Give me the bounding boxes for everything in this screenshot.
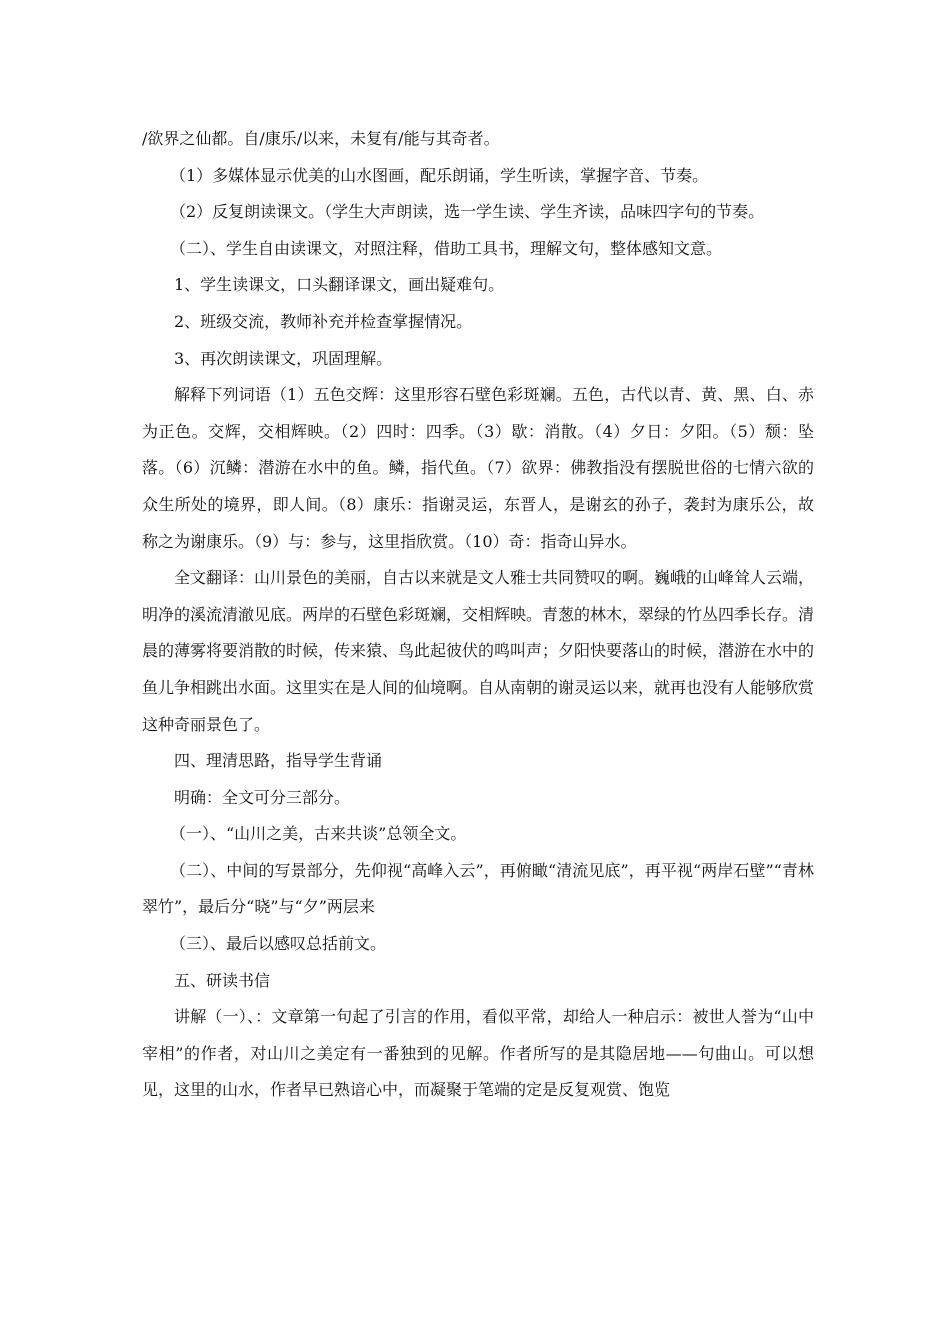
paragraph-explanation: 讲解（一）、：文章第一句起了引言的作用，看似平常，却给人一种启示：被世人誉为“山中宰相”的作者，对山川之美定有一番独到的见解。作者所写的是其隐居地——句曲山。可以想见，这里的山水，作者早已熟谙心中，而凝聚于笔端的定是反复观赏、饱览 [142,1007,814,1100]
document-body [142,121,814,1109]
paragraph-item-1: 1、学生读课文，口头翻译课文，画出疑难句。 [174,275,505,295]
paragraph-step-2: （2）反复朗读课文。（学生大声朗读，选一学生读、学生齐读，品味四字句的节奏。 [170,202,765,222]
paragraph-vocabulary: 解释下列词语（1）五色交辉：这里形容石壁色彩斑斓。五色，古代以青、黄、黑、白、赤为正色。交辉，交相辉映。（2）四时：四季。（3）歇：消散。（4）夕日：夕阳。（5）颓：坠落。（6）沉鳞：潜游在水中的鱼。鳞，指代鱼。（7）欲界：佛教指没有摆脱世俗的七情六欲的众生所处的境界，即人间。（8）康乐：指谢灵运，东晋人，是谢玄的孙子，袭封为康乐公，故称之为谢康乐。（9）与：参与，这里指欣赏。（10）奇：指奇山异水。 [142,385,814,551]
section-heading-study-letter: 五、研读书信 [174,970,271,990]
paragraph-step-1: （1）多媒体显示优美的山水图画，配乐朗诵，学生听读，掌握字音、节奏。 [170,165,709,185]
paragraph-continuation: /欲界之仙都。自/康乐/以来，未复有/能与其奇者。 [142,129,500,148]
paragraph-translation: 全文翻译：山川景色的美丽，自古以来就是文人雅士共同赞叹的啊。巍峨的山峰耸人云端，明净的溪流清澈见底。两岸的石壁色彩斑斓，交相辉映。青葱的林木，翠绿的竹丛四季长存。清晨的薄雾将要消散的时候，传来猿、鸟此起彼伏的鸣叫声；夕阳快要落山的时候，潜游在水中的鱼儿争相跳出水面。这里实在是人间的仙境啊。自从南朝的谢灵运以来，就再也没有人能够欣赏这种奇丽景色了。 [142,568,815,734]
section-heading-structure: 四、理清思路，指导学生背诵 [174,751,383,771]
paragraph-structure-summary: 明确：全文可分三部分。 [174,787,351,807]
paragraph-part-3: （三）、最后以感叹总括前文。 [170,934,387,954]
paragraph-item-3: 3、再次朗读课文，巩固理解。 [174,348,393,368]
paragraph-part-1: （一）、“山川之美，古来共谈”总领全文。 [170,824,467,844]
paragraph-item-2: 2、班级交流，教师补充并检查掌握情况。 [174,311,473,331]
paragraph-part-2: （二）、中间的写景部分，先仰视“高峰入云”，再俯瞰“清流见底”，再平视“两岸石壁”“青林翠竹”，最后分“晓”与“夕”两层来 [142,860,814,917]
section-heading-self-reading: （二）、学生自由读课文，对照注释，借助工具书，理解文句，整体感知文意。 [170,238,723,258]
